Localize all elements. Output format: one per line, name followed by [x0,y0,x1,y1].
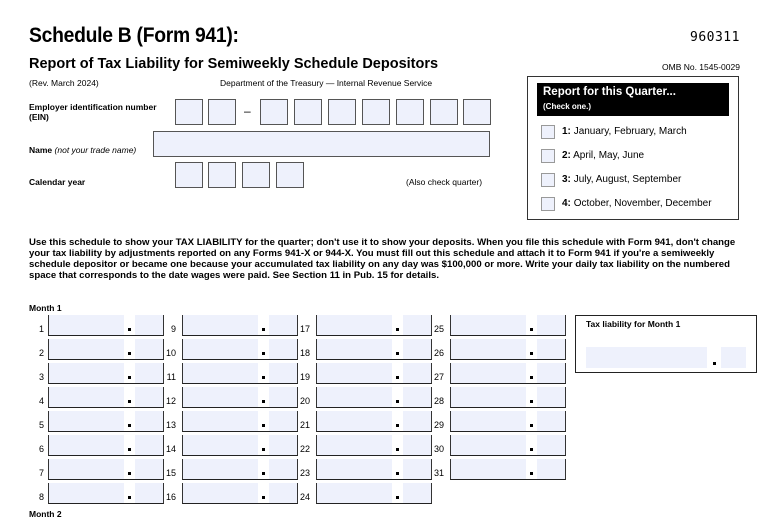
decimal-separator [258,435,269,455]
decimal-point [128,448,131,451]
day-number: 19 [299,372,310,382]
day-number: 18 [299,348,310,358]
decimal-point [262,424,265,427]
day-number: 24 [299,492,310,502]
day-number: 25 [433,324,444,334]
decimal-point [396,448,399,451]
cents-field[interactable] [403,315,431,335]
day-number: 5 [38,420,44,430]
decimal-separator [526,315,537,335]
ein-digit-box[interactable] [430,99,458,125]
decimal-separator [258,459,269,479]
decimal-separator [124,339,135,359]
day-number: 4 [38,396,44,406]
cents-field[interactable] [269,363,297,383]
decimal-separator [124,411,135,431]
cents-field[interactable] [269,387,297,407]
decimal-point [396,496,399,499]
cents-field[interactable] [269,459,297,479]
day-number: 21 [299,420,310,430]
decimal-separator [392,459,403,479]
form-subtitle: Report of Tax Liability for Semiweekly Schedule Depositors [29,56,439,72]
day-1-liability-field[interactable] [48,315,164,336]
quarter-heading: Report for this Quarter... [543,86,676,98]
cents-field[interactable] [135,315,163,335]
revision-date: (Rev. March 2024) [29,78,99,88]
decimal-separator [526,411,537,431]
day-14-liability-field[interactable] [182,435,298,456]
ein-digit-box[interactable] [362,99,390,125]
quarter-4-checkbox[interactable] [541,197,555,211]
omb-number: OMB No. 1545-0029 [662,62,740,72]
month-1-total-dollars-field[interactable] [586,347,707,368]
day-25-liability-field[interactable] [450,315,566,336]
day-number: 27 [433,372,444,382]
cents-field[interactable] [403,459,431,479]
decimal-separator [258,363,269,383]
ein-digit-box[interactable] [175,99,203,125]
day-23-liability-field[interactable] [316,459,432,480]
day-number: 20 [299,396,310,406]
day-18-liability-field[interactable] [316,339,432,360]
day-3-liability-field[interactable] [48,363,164,384]
decimal-point [530,376,533,379]
decimal-point [713,362,716,365]
decimal-separator [258,387,269,407]
day-number: 8 [38,492,44,502]
day-number: 22 [299,444,310,454]
ein-digit-box[interactable] [396,99,424,125]
quarter-1-label [562,126,687,137]
decimal-point [396,472,399,475]
cents-field[interactable] [269,435,297,455]
cents-field[interactable] [135,459,163,479]
day-number: 17 [299,324,310,334]
year-digit-box[interactable] [242,162,270,188]
name-label-hint: (not your trade name) [54,145,137,155]
day-15-liability-field[interactable] [182,459,298,480]
day-30-liability-field[interactable] [450,435,566,456]
cents-field[interactable] [537,315,565,335]
decimal-point [128,424,131,427]
decimal-point [530,400,533,403]
day-24-liability-field[interactable] [316,483,432,504]
decimal-separator [124,435,135,455]
day-number: 6 [38,444,44,454]
decimal-separator [392,315,403,335]
ein-digit-box[interactable] [328,99,356,125]
day-19-liability-field[interactable] [316,363,432,384]
month-1-total-label: Tax liability for Month 1 [586,319,681,329]
cents-field[interactable] [403,435,431,455]
cents-field[interactable] [537,459,565,479]
also-check-quarter-note: (Also check quarter) [406,177,483,187]
day-number: 13 [165,420,176,430]
decimal-point [396,328,399,331]
quarter-2-label [562,150,644,161]
cents-field[interactable] [135,411,163,431]
day-27-liability-field[interactable] [450,363,566,384]
quarter-months: April, May, June [573,150,645,161]
decimal-separator [526,339,537,359]
decimal-separator [258,411,269,431]
decimal-point [530,352,533,355]
day-2-liability-field[interactable] [48,339,164,360]
day-29-liability-field[interactable] [450,411,566,432]
decimal-point [128,376,131,379]
decimal-separator [392,435,403,455]
name-field[interactable] [153,131,490,157]
day-13-liability-field[interactable] [182,411,298,432]
cents-field[interactable] [537,363,565,383]
quarter-3-checkbox[interactable] [541,173,555,187]
day-28-liability-field[interactable] [450,387,566,408]
decimal-separator [258,339,269,359]
decimal-point [262,472,265,475]
decimal-point [396,376,399,379]
decimal-separator [392,387,403,407]
day-number: 30 [433,444,444,454]
decimal-separator [124,483,135,503]
ein-label-abbr: (EIN) [29,112,49,122]
cents-field[interactable] [403,339,431,359]
day-16-liability-field[interactable] [182,483,298,504]
decimal-separator [392,483,403,503]
ein-digit-box[interactable] [260,99,288,125]
quarter-3-label [562,174,681,185]
cents-field[interactable] [537,387,565,407]
cents-field[interactable] [135,387,163,407]
day-5-liability-field[interactable] [48,411,164,432]
ein-label [29,102,157,122]
day-number: 11 [166,372,176,382]
day-4-liability-field[interactable] [48,387,164,408]
decimal-separator [526,459,537,479]
cents-field[interactable] [537,411,565,431]
month-1-total-cents-field[interactable] [721,347,746,368]
day-number: 7 [38,468,44,478]
cents-field[interactable] [269,483,297,503]
cents-field[interactable] [269,315,297,335]
quarter-months: January, February, March [573,126,687,137]
decimal-point [262,376,265,379]
decimal-separator [392,363,403,383]
day-number: 3 [38,372,44,382]
day-10-liability-field[interactable] [182,339,298,360]
day-22-liability-field[interactable] [316,435,432,456]
quarter-months: October, November, December [573,198,712,209]
day-number: 16 [165,492,176,502]
cents-field[interactable] [403,387,431,407]
name-label-text: Name [29,145,53,155]
day-number: 15 [165,468,176,478]
day-number: 9 [170,324,176,334]
day-number: 29 [433,420,444,430]
decimal-separator [526,387,537,407]
decimal-separator [526,435,537,455]
decimal-point [396,424,399,427]
cents-field[interactable] [135,339,163,359]
quarter-number: 1: [562,126,571,137]
decimal-separator [124,315,135,335]
decimal-point [396,352,399,355]
day-number: 12 [165,396,176,406]
decimal-point [128,400,131,403]
decimal-separator [258,315,269,335]
quarter-subheading: (Check one.) [543,102,592,111]
quarter-number: 4: [562,198,571,209]
instructions-paragraph: Use this schedule to show your TAX LIABILITY for the quarter; don't use it to show your deposits. When you file this schedule with Form 941, don't change your tax liability by adjustments reported on any Forms 941-X or 944-X. You must fill out this schedule and attach it to Form 941 if you're a semiweekly schedule depositor or became one because your accumulated tax liability on any day was $100,000 or more. Write your daily tax liability on the numbered space that corresponds to the date wages were paid. See Section 11 in Pub. 15 for details. [29,237,736,281]
decimal-separator [258,483,269,503]
decimal-separator [526,363,537,383]
decimal-separator [392,339,403,359]
day-11-liability-field[interactable] [182,363,298,384]
decimal-point [128,328,131,331]
decimal-point [262,400,265,403]
cents-field[interactable] [403,483,431,503]
month-1-label: Month 1 [29,303,62,313]
decimal-point [128,496,131,499]
cents-field[interactable] [403,411,431,431]
ein-digit-box[interactable] [208,99,236,125]
decimal-separator [392,411,403,431]
cents-field[interactable] [135,435,163,455]
decimal-point [262,496,265,499]
quarter-4-label [562,198,712,209]
form-code: 960311 [690,30,740,45]
quarter-number: 3: [562,174,571,185]
day-21-liability-field[interactable] [316,411,432,432]
name-label [29,145,136,155]
quarter-1-checkbox[interactable] [541,125,555,139]
decimal-point [530,328,533,331]
quarter-2-checkbox[interactable] [541,149,555,163]
decimal-separator [124,363,135,383]
day-17-liability-field[interactable] [316,315,432,336]
decimal-point [262,448,265,451]
quarter-months: July, August, September [573,174,682,185]
year-digit-box[interactable] [276,162,304,188]
day-number: 2 [38,348,44,358]
cents-field[interactable] [135,483,163,503]
day-number: 28 [433,396,444,406]
day-number: 10 [165,348,176,358]
decimal-point [128,472,131,475]
decimal-point [262,352,265,355]
form-title: Schedule B (Form 941): [29,24,239,47]
year-digit-box[interactable] [208,162,236,188]
day-number: 26 [433,348,444,358]
quarter-header [537,83,729,116]
decimal-point [396,400,399,403]
day-number: 1 [38,324,44,334]
decimal-point [128,352,131,355]
ein-digit-box[interactable] [463,99,491,125]
decimal-point [530,472,533,475]
ein-digit-box[interactable] [294,99,322,125]
decimal-point [530,448,533,451]
cents-field[interactable] [269,339,297,359]
decimal-separator [124,387,135,407]
day-number: 31 [433,468,444,478]
cents-field[interactable] [403,363,431,383]
day-7-liability-field[interactable] [48,459,164,480]
quarter-number: 2: [562,150,571,161]
cents-field[interactable] [135,363,163,383]
cents-field[interactable] [537,339,565,359]
decimal-point [530,424,533,427]
ein-separator: – [244,104,251,118]
cents-field[interactable] [537,435,565,455]
day-20-liability-field[interactable] [316,387,432,408]
year-digit-box[interactable] [175,162,203,188]
day-9-liability-field[interactable] [182,315,298,336]
day-number: 23 [299,468,310,478]
day-6-liability-field[interactable] [48,435,164,456]
department-line: Department of the Treasury — Internal Revenue Service [220,78,433,88]
day-26-liability-field[interactable] [450,339,566,360]
day-number: 14 [165,444,176,454]
cents-field[interactable] [269,411,297,431]
calendar-year-label: Calendar year [29,177,86,187]
decimal-point [262,328,265,331]
day-8-liability-field[interactable] [48,483,164,504]
day-12-liability-field[interactable] [182,387,298,408]
decimal-separator [124,459,135,479]
day-31-liability-field[interactable] [450,459,566,480]
month-2-label: Month 2 [29,509,62,519]
ein-label-text: Employer identification number [29,102,157,112]
